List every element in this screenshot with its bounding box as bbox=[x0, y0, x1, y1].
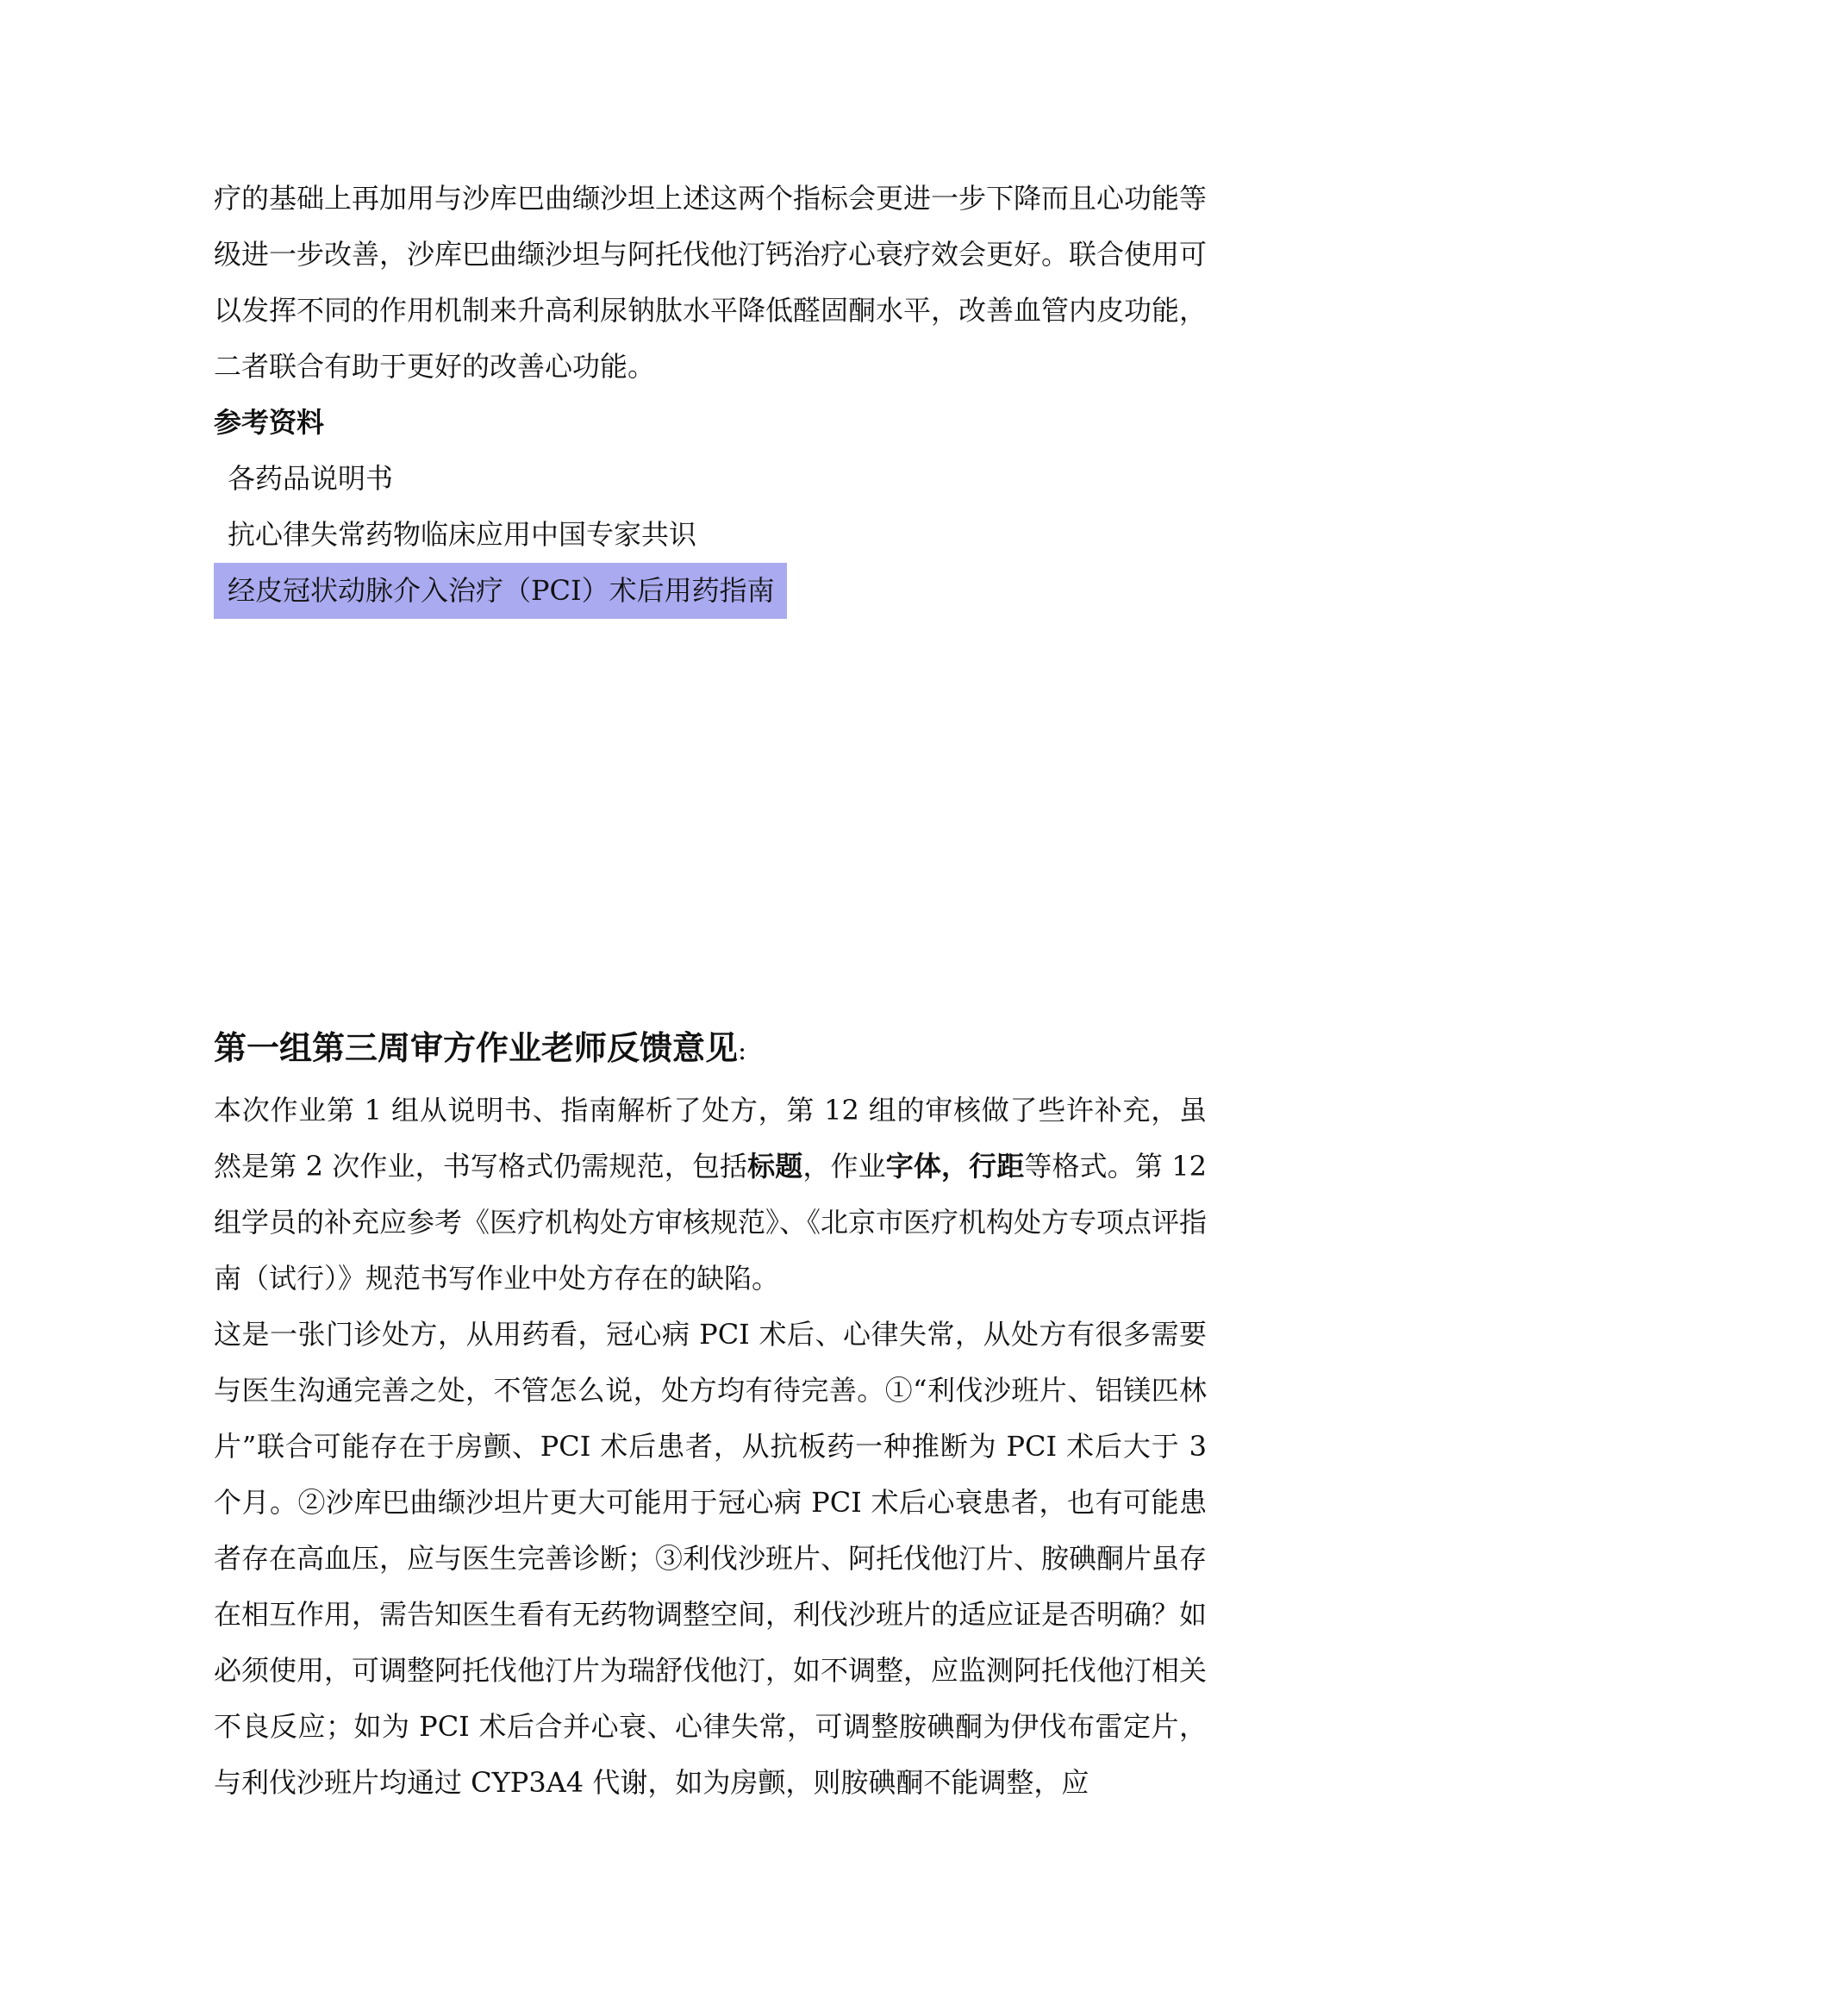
feedback-paragraph-1 bbox=[214, 1083, 1207, 1307]
feedback-paragraph-2: 这是一张门诊处方，从用药看，冠心病 PCI 术后、心律失常，从处方有很多需要与医生沟通完善之处，不管怎么说，处方均有待完善。①“利伐沙班片、铝镁匹林片”联合可能存在于房颤、PCI 术后患者，从抗板药一种推断为 PCI 术后大于 3 个月。②沙库巴曲缬沙坦片更大可能用于冠心病 PCI 术后心衰患者，也有可能患者存在高血压，应与医生完善诊断；③利伐沙班片、阿托伐他汀片、胺碘酮片虽存在相互作用，需告知医生看有无药物调整空间，利伐沙班片的适应证是否明确？如必须使用，可调整阿托伐他汀片为瑞舒伐他汀，如不调整，应监测阿托伐他汀相关不良反应；如为 PCI 术后合并心衰、心律失常，可调整胺碘酮为伊伐布雷定片，与利伐沙班片均通过 CYP3A4 代谢，如为房颤，则胺碘酮不能调整，应 bbox=[214, 1318, 1208, 1799]
feedback-heading-colon: : bbox=[738, 1036, 747, 1066]
reference-item: 抗心律失常药物临床应用中国专家共识 bbox=[228, 518, 697, 551]
reference-item: 各药品说明书 bbox=[228, 462, 394, 495]
references-heading: 参考资料 bbox=[214, 406, 325, 439]
feedback-p1-emphasis-title: 标题 bbox=[747, 1150, 803, 1183]
feedback-p1-emphasis-font: 字体，行距 bbox=[885, 1150, 1025, 1183]
feedback-p1-text-a: 本次作业第 1 组从说明书、指南解析了处方，第 12 组的审核做了些许补充，虽然是第 2 次作业，书写格式仍需规范，包括 bbox=[214, 1094, 1207, 1183]
reference-item-highlighted[interactable]: 经皮冠状动脉介入治疗（PCI）术后用药指南 bbox=[214, 563, 787, 619]
feedback-p1-text-b: ，作业 bbox=[802, 1150, 886, 1183]
feedback-heading-text: 第一组第三周审方作业老师反馈意见 bbox=[214, 1029, 739, 1067]
feedback-p1-text-c: 等格式。第 12 组学员的补充应参考《医疗机构处方审核规范》、《北京市医疗机构处方专项点评指南（试行）》规范书写作业中处方存在的缺陷。 bbox=[214, 1150, 1208, 1295]
intro-paragraph: 疗的基础上再加用与沙库巴曲缬沙坦上述这两个指标会更进一步下降而且心功能等级进一步改善，沙库巴曲缬沙坦与阿托伐他汀钙治疗心衰疗效会更好。联合使用可以发挥不同的作用机制来升高利尿钠肽水平降低醛固酮水平，改善血管内皮功能，二者联合有助于更好的改善心功能。 bbox=[214, 182, 1208, 383]
feedback-heading bbox=[214, 1018, 746, 1082]
